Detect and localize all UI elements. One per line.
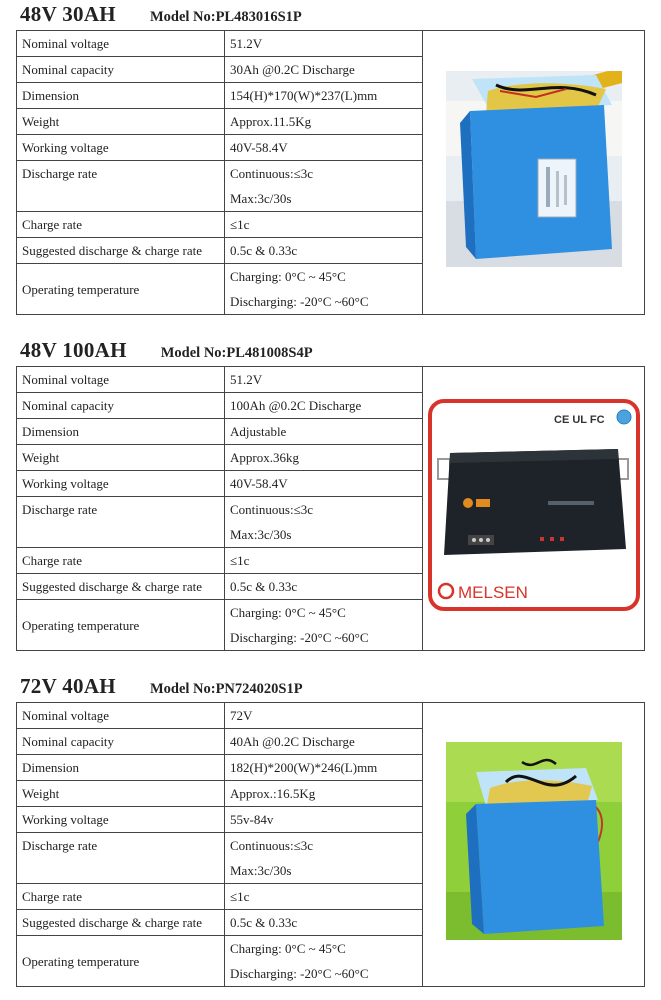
spec-label: Nominal capacity xyxy=(17,729,225,755)
certification-marks: CE UL FC xyxy=(553,413,605,426)
spec-value-line: Charging: 0°C ~ 45°C xyxy=(230,941,346,956)
spec-label: Discharge rate xyxy=(17,161,225,212)
spec-value: Approx.36kg xyxy=(225,445,423,471)
spec-value: 40V-58.4V xyxy=(225,471,423,497)
spec-label: Nominal voltage xyxy=(17,703,225,729)
spec-value: 30Ah @0.2C Discharge xyxy=(225,57,423,83)
section-title: 48V 30AH xyxy=(20,2,116,26)
spec-value xyxy=(225,161,423,212)
spec-value-line: Charging: 0°C ~ 45°C xyxy=(230,605,346,620)
spec-value: 182(H)*200(W)*246(L)mm xyxy=(225,755,423,781)
spec-label: Weight xyxy=(17,109,225,135)
spec-value xyxy=(225,833,423,884)
spec-value: 72V xyxy=(225,703,423,729)
spec-value: 0.5c & 0.33c xyxy=(225,910,423,936)
spec-label: Suggested discharge & charge rate xyxy=(17,910,225,936)
spec-value-line: Max:3c/30s xyxy=(230,527,292,542)
brand-logo: MELSEN xyxy=(457,582,528,602)
spec-value: ≤1c xyxy=(225,884,423,910)
spec-label: Operating temperature xyxy=(17,936,225,987)
spec-table xyxy=(16,702,645,987)
spec-label: Nominal capacity xyxy=(17,393,225,419)
spec-value: 100Ah @0.2C Discharge xyxy=(225,393,423,419)
section-heading xyxy=(20,674,303,699)
section-title: 72V 40AH xyxy=(20,674,116,698)
spec-label: Operating temperature xyxy=(17,264,225,315)
spec-value xyxy=(225,497,423,548)
blue-battery-pack-photo xyxy=(446,71,622,267)
spec-value-line: Continuous:≤3c xyxy=(230,502,313,517)
spec-label: Nominal capacity xyxy=(17,57,225,83)
spec-value-line: Discharging: -20°C ~60°C xyxy=(230,294,369,309)
spec-label: Working voltage xyxy=(17,135,225,161)
spec-value: Approx.11.5Kg xyxy=(225,109,423,135)
spec-value: 40V-58.4V xyxy=(225,135,423,161)
model-number: Model No:PL483016S1P xyxy=(149,9,302,25)
spec-label: Weight xyxy=(17,445,225,471)
spec-value: 0.5c & 0.33c xyxy=(225,238,423,264)
spec-label: Operating temperature xyxy=(17,600,225,651)
product-image-cell xyxy=(423,31,645,315)
spec-value: 55v-84v xyxy=(225,807,423,833)
spec-label: Dimension xyxy=(17,755,225,781)
spec-label: Charge rate xyxy=(17,884,225,910)
table-row xyxy=(17,367,645,393)
spec-label: Nominal voltage xyxy=(17,31,225,57)
spec-label: Suggested discharge & charge rate xyxy=(17,238,225,264)
black-battery-box-photo xyxy=(428,399,640,611)
product-image-cell xyxy=(423,367,645,651)
spec-value: 154(H)*170(W)*237(L)mm xyxy=(225,83,423,109)
spec-value xyxy=(225,264,423,315)
spec-value xyxy=(225,600,423,651)
spec-value-line: Continuous:≤3c xyxy=(230,166,313,181)
spec-label: Nominal voltage xyxy=(17,367,225,393)
blue-battery-pack-photo xyxy=(446,742,622,940)
spec-value-line: Discharging: -20°C ~60°C xyxy=(230,630,369,645)
spec-value: Approx.:16.5Kg xyxy=(225,781,423,807)
section-title: 48V 100AH xyxy=(20,338,127,362)
spec-value: Adjustable xyxy=(225,419,423,445)
section-heading xyxy=(20,2,302,27)
table-row xyxy=(17,31,645,57)
spec-value: ≤1c xyxy=(225,212,423,238)
spec-value: 0.5c & 0.33c xyxy=(225,574,423,600)
spec-label: Charge rate xyxy=(17,548,225,574)
model-number: Model No:PL481008S4P xyxy=(160,345,313,361)
spec-value: 51.2V xyxy=(225,31,423,57)
spec-value-line: Charging: 0°C ~ 45°C xyxy=(230,269,346,284)
spec-label: Working voltage xyxy=(17,471,225,497)
spec-label: Charge rate xyxy=(17,212,225,238)
spec-table xyxy=(16,366,645,651)
product-image-cell xyxy=(423,703,645,987)
spec-value-line: Continuous:≤3c xyxy=(230,838,313,853)
table-row xyxy=(17,703,645,729)
spec-label: Dimension xyxy=(17,83,225,109)
spec-value: ≤1c xyxy=(225,548,423,574)
spec-label: Discharge rate xyxy=(17,833,225,884)
spec-value: 40Ah @0.2C Discharge xyxy=(225,729,423,755)
spec-label: Suggested discharge & charge rate xyxy=(17,574,225,600)
spec-label: Weight xyxy=(17,781,225,807)
spec-label: Dimension xyxy=(17,419,225,445)
model-number: Model No:PN724020S1P xyxy=(149,681,303,697)
spec-value xyxy=(225,936,423,987)
spec-value-line: Max:3c/30s xyxy=(230,191,292,206)
spec-label: Working voltage xyxy=(17,807,225,833)
spec-value-line: Max:3c/30s xyxy=(230,863,292,878)
spec-value: 51.2V xyxy=(225,367,423,393)
spec-value-line: Discharging: -20°C ~60°C xyxy=(230,966,369,981)
section-heading xyxy=(20,338,313,363)
spec-table xyxy=(16,30,645,315)
spec-label: Discharge rate xyxy=(17,497,225,548)
